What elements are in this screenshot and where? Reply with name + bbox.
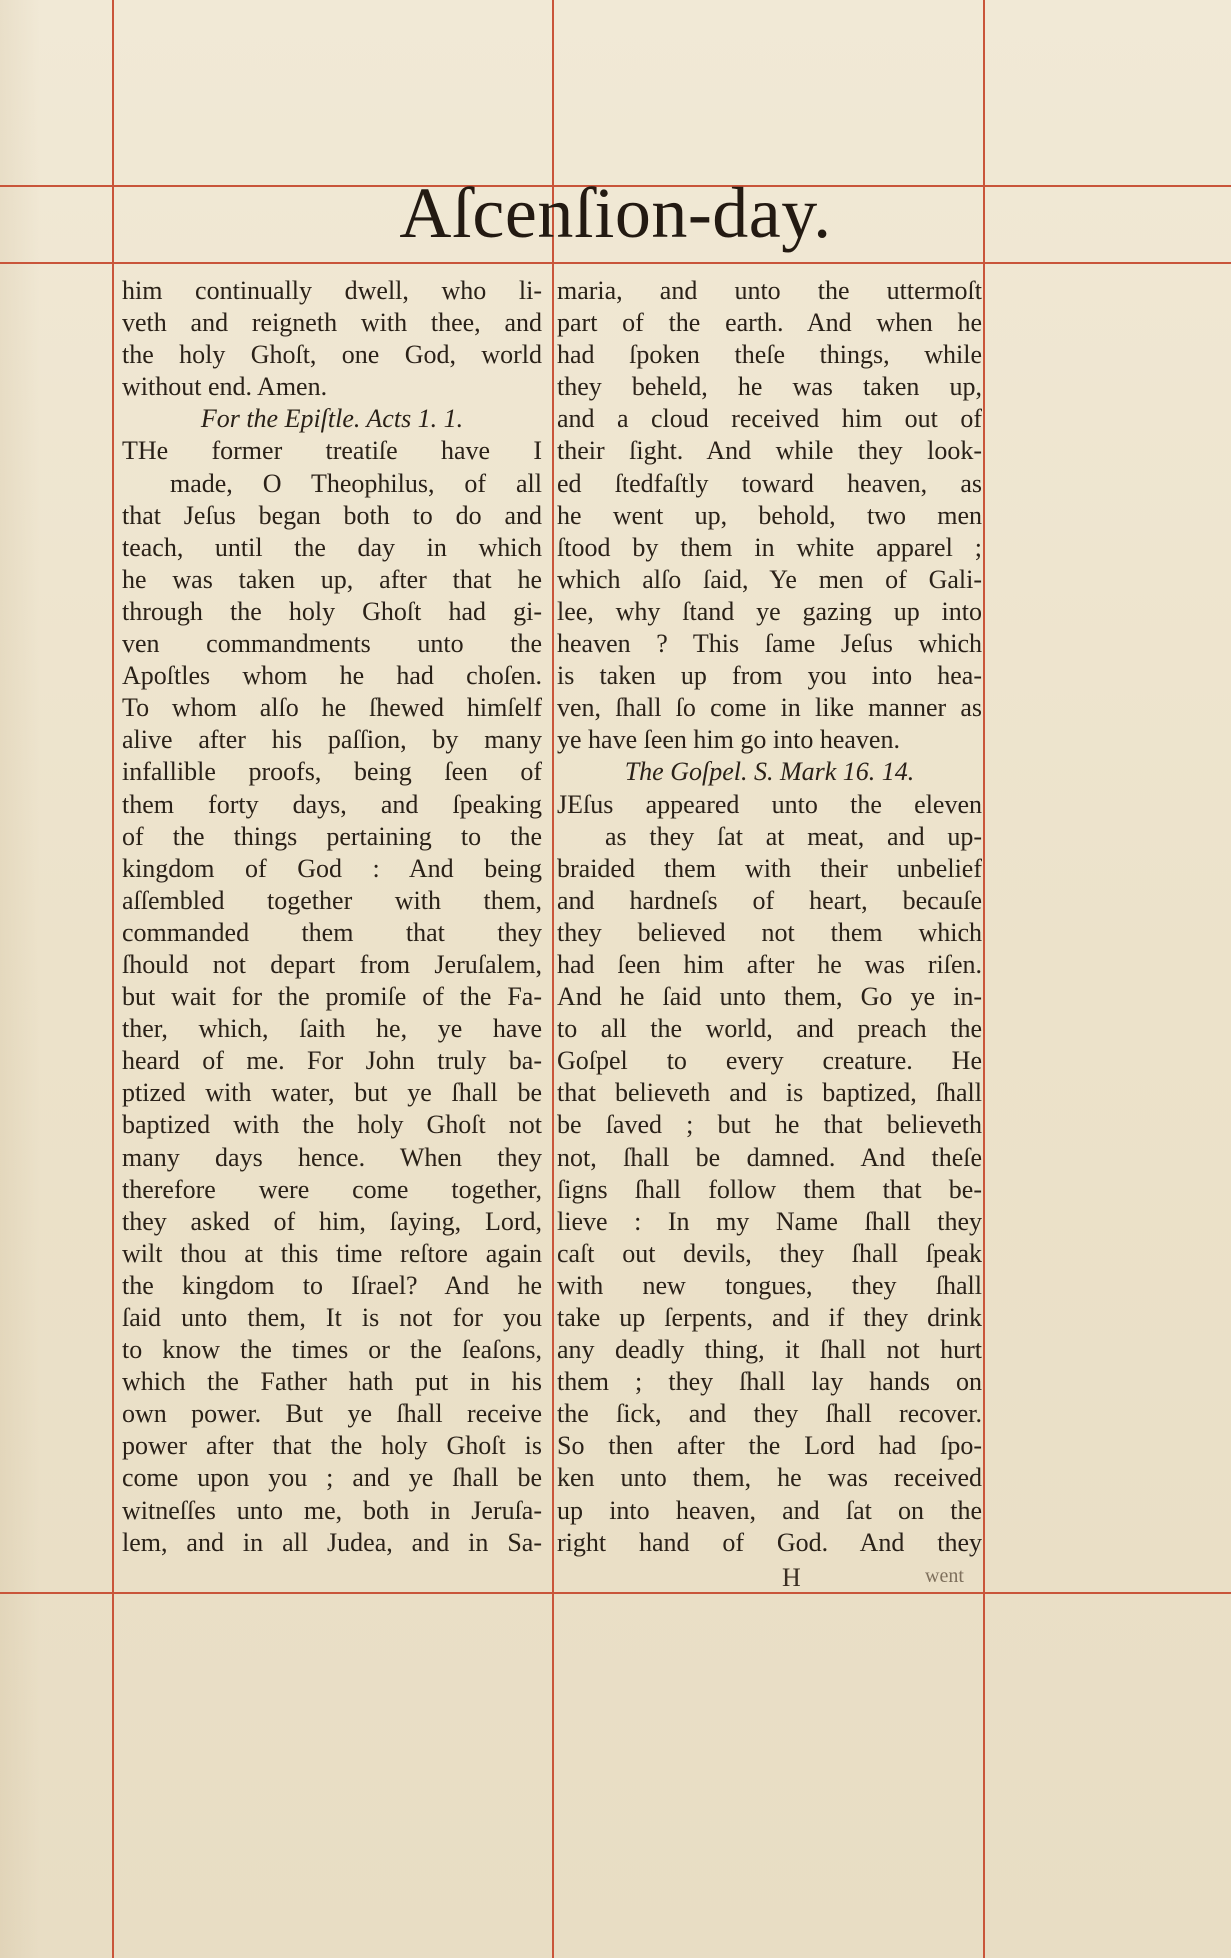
text-line: teach, until the day in which	[122, 532, 542, 562]
text-line: not, ſhall be damned. And theſe	[557, 1142, 982, 1172]
text-line: infallible proofs, being ſeen of	[122, 757, 542, 787]
text-line: ſtood by them in white apparel ;	[557, 532, 982, 562]
text-line: kingdom of God : And being	[122, 853, 542, 883]
left-text-column	[122, 275, 542, 1559]
text-line: up into heaven, and ſat on the	[557, 1495, 982, 1525]
text-line: ſaid unto them, It is not for you	[122, 1303, 542, 1332]
text-line: they asked of him, ſaying, Lord,	[122, 1206, 542, 1236]
rule-line-under-heading	[0, 262, 1231, 264]
text-line: ed ſtedfaſtly toward heaven, as	[557, 468, 982, 498]
text-line: take up ſerpents, and if they drink	[557, 1303, 982, 1332]
text-line: to all the world, and preach the	[557, 1014, 982, 1044]
text-line: The Goſpel. S. Mark 16. 14.	[624, 757, 915, 787]
rule-line-left	[112, 0, 114, 1958]
catchword: went	[925, 1565, 964, 1587]
rule-line-center	[552, 0, 554, 1958]
right-text-column	[557, 275, 982, 1559]
text-line: lee, why ſtand ye gazing up into	[557, 596, 982, 626]
text-line: veth and reigneth with thee, and	[122, 308, 542, 338]
text-line: made, O Theophilus, of all	[170, 468, 542, 498]
text-line: alive after his paſſion, by many	[122, 725, 542, 755]
text-line: ptized with water, but ye ſhall be	[122, 1078, 542, 1108]
text-line: them forty days, and ſpeaking	[122, 789, 542, 819]
text-line: aſſembled together with them,	[122, 885, 542, 915]
text-line: power after that the holy Ghoſt is	[122, 1431, 542, 1461]
text-line: without end. Amen.	[122, 372, 328, 402]
text-line: For the Epiſtle. Acts 1. 1.	[200, 404, 464, 434]
text-line: they beheld, he was taken up,	[557, 372, 982, 402]
text-line: had ſeen him after he was riſen.	[557, 949, 982, 979]
text-line: ſigns ſhall follow them that be-	[557, 1174, 982, 1204]
text-line: and a cloud received him out of	[557, 404, 982, 434]
text-line: come upon you ; and ye ſhall be	[122, 1463, 542, 1493]
text-line: wilt thou at this time reſtore again	[122, 1238, 542, 1268]
text-line: own power. But ye ſhall receive	[122, 1399, 542, 1429]
text-line: of the things pertaining to the	[122, 821, 542, 851]
text-line: ye have ſeen him go into heaven.	[557, 725, 900, 755]
text-line: the ſick, and they ſhall recover.	[557, 1399, 982, 1429]
page-heading: Aſcenſion-day.	[399, 173, 832, 253]
text-line: right hand of God. And they	[557, 1527, 982, 1557]
rule-line-right	[983, 0, 985, 1958]
text-line: Goſpel to every creature. He	[557, 1046, 982, 1076]
text-line: to know the times or the ſeaſons,	[122, 1335, 542, 1365]
text-line: their ſight. And while they look-	[557, 436, 982, 466]
text-line: ken unto them, he was received	[557, 1463, 982, 1493]
text-line: with new tongues, they ſhall	[557, 1270, 982, 1300]
text-line: JEſus appeared unto the eleven	[557, 789, 982, 819]
text-line: witneſſes unto me, both in Jeruſa-	[122, 1495, 542, 1525]
text-line: they believed not them which	[557, 917, 982, 947]
text-line: which the Father hath put in his	[122, 1367, 542, 1397]
text-line: Apoſtles whom he had choſen.	[122, 661, 542, 691]
text-line: had ſpoken theſe things, while	[557, 340, 982, 370]
text-line: lem, and in all Judea, and in Sa-	[122, 1527, 542, 1557]
text-line: the kingdom to Iſrael? And he	[122, 1270, 542, 1300]
text-line: caſt out devils, they ſhall ſpeak	[557, 1238, 982, 1268]
text-line: ven, ſhall ſo come in like manner as	[557, 693, 982, 723]
text-line: To whom alſo he ſhewed himſelf	[122, 693, 542, 723]
text-line: be ſaved ; but he that believeth	[557, 1110, 982, 1140]
text-line: that believeth and is baptized, ſhall	[557, 1078, 982, 1108]
text-line: And he ſaid unto them, Go ye in-	[557, 982, 982, 1012]
text-line: and hardneſs of heart, becauſe	[557, 885, 982, 915]
text-line: as they ſat at meat, and up-	[605, 821, 982, 851]
text-line: but wait for the promiſe of the Fa-	[122, 982, 542, 1012]
text-line: him continually dwell, who li-	[122, 276, 542, 305]
text-line: THe former treatiſe have I	[122, 436, 542, 466]
text-line: ther, which, ſaith he, ye have	[122, 1014, 542, 1044]
text-line: is taken up from you into hea-	[557, 661, 982, 691]
text-line: lieve : In my Name ſhall they	[557, 1206, 982, 1236]
text-line: commanded them that they	[122, 917, 542, 947]
text-line: the holy Ghoſt, one God, world	[122, 340, 542, 370]
text-line: he was taken up, after that he	[122, 564, 542, 594]
text-line: which alſo ſaid, Ye men of Gali-	[557, 564, 982, 594]
rule-line-bottom	[0, 1592, 1231, 1594]
text-line: heard of me. For John truly ba-	[122, 1046, 542, 1076]
text-line: many days hence. When they	[122, 1142, 542, 1172]
signature-mark: H	[782, 1563, 802, 1592]
text-line: any deadly thing, it ſhall not hurt	[557, 1335, 982, 1365]
text-line: baptized with the holy Ghoſt not	[122, 1110, 542, 1140]
text-line: braided them with their unbelief	[557, 853, 982, 883]
text-line: ſhould not depart from Jeruſalem,	[122, 949, 542, 979]
text-line: them ; they ſhall lay hands on	[557, 1367, 982, 1397]
text-line: maria, and unto the uttermoſt	[557, 276, 982, 305]
text-line: heaven ? This ſame Jeſus which	[557, 629, 982, 659]
text-line: ven commandments unto the	[122, 629, 542, 659]
text-line: through the holy Ghoſt had gi-	[122, 596, 542, 626]
text-line: So then after the Lord had ſpo-	[557, 1431, 982, 1461]
text-line: part of the earth. And when he	[557, 308, 982, 338]
text-line: he went up, behold, two men	[557, 500, 982, 530]
text-line: that Jeſus began both to do and	[122, 500, 542, 530]
text-line: therefore were come together,	[122, 1174, 542, 1204]
